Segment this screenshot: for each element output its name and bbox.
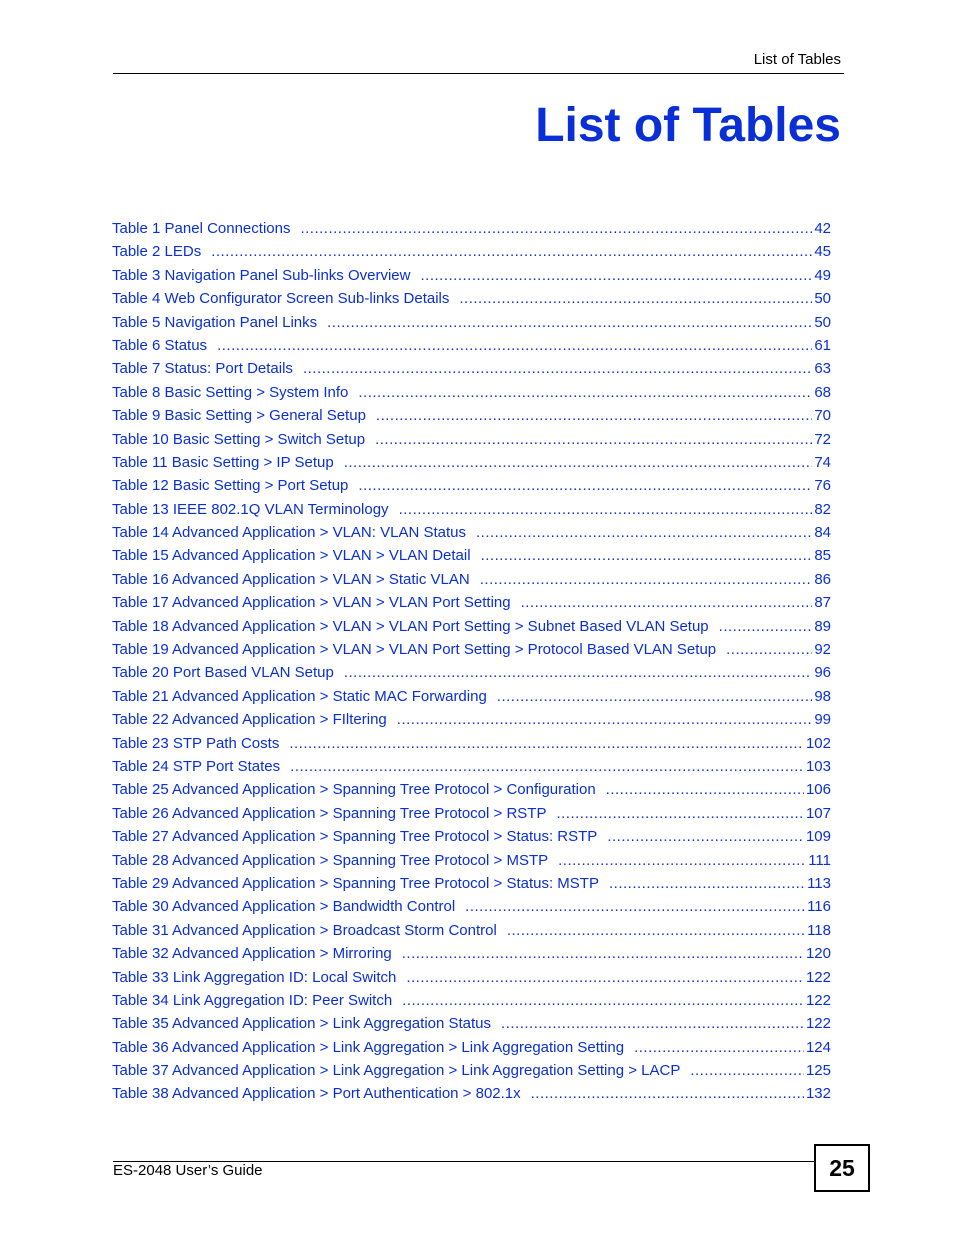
toc-entry-page[interactable]: 85 [814, 547, 831, 565]
toc-entry-page[interactable]: 89 [814, 617, 831, 635]
toc-leader-dots [465, 895, 805, 918]
toc-leader-dots [289, 732, 804, 755]
toc-entry[interactable] [112, 661, 831, 684]
toc-entry-label[interactable]: Table 4 Web Configurator Screen Sub-links Details [112, 290, 450, 308]
toc-entry-label[interactable]: Table 20 Port Based VLAN Setup [112, 664, 334, 682]
toc-leader-dots [376, 404, 812, 427]
toc-entry-label[interactable]: Table 2 LEDs [112, 243, 202, 261]
toc-leader-dots [459, 287, 812, 310]
guide-name: ES-2048 User’s Guide [113, 1162, 263, 1179]
toc-entry[interactable] [112, 568, 831, 591]
toc-entry-page[interactable]: 124 [805, 1038, 831, 1056]
toc-entry-page[interactable]: 74 [814, 453, 831, 471]
toc-leader-dots [719, 615, 813, 638]
toc-entry[interactable] [112, 708, 831, 731]
toc-entry-page[interactable]: 42 [814, 220, 831, 237]
toc-leader-dots [690, 1059, 804, 1082]
toc-entry-page[interactable]: 120 [805, 945, 831, 963]
toc-leader-dots [556, 802, 804, 825]
toc-entry-page[interactable]: 68 [814, 383, 831, 401]
toc-entry-page[interactable]: 45 [814, 243, 831, 261]
toc-leader-dots [358, 381, 812, 404]
toc-entry[interactable] [112, 919, 831, 942]
toc-entry[interactable] [112, 732, 831, 755]
toc-entry-page[interactable]: 111 [808, 851, 831, 869]
toc-leader-dots [375, 428, 812, 451]
toc-entry-label[interactable]: Table 13 IEEE 802.1Q VLAN Terminology [112, 500, 389, 518]
toc-entry-page[interactable]: 61 [814, 336, 831, 354]
toc-entry-label[interactable]: Table 16 Advanced Application > VLAN > Static VLAN [112, 570, 470, 588]
table-list [112, 217, 831, 1106]
toc-entry-page[interactable]: 50 [814, 313, 831, 331]
toc-leader-dots [402, 989, 804, 1012]
toc-entry-label[interactable]: Table 29 Advanced Application > Spanning Tree Protocol > Status: MSTP [112, 874, 599, 892]
toc-entry-label[interactable]: Table 18 Advanced Application > VLAN > VLAN Port Setting > Subnet Based VLAN Setup [112, 617, 709, 635]
toc-entry-page[interactable]: 122 [805, 1015, 831, 1033]
toc-entry-page[interactable]: 122 [805, 991, 831, 1009]
toc-entry[interactable] [112, 895, 831, 918]
toc-entry-page[interactable]: 122 [805, 968, 831, 986]
toc-leader-dots [531, 1082, 804, 1105]
toc-entry-page[interactable]: 50 [814, 290, 831, 308]
toc-entry-page[interactable]: 76 [814, 477, 831, 495]
toc-entry[interactable] [112, 451, 831, 474]
toc-entry-page[interactable]: 49 [814, 266, 831, 284]
toc-entry-label[interactable]: Table 1 Panel Connections [112, 220, 291, 237]
toc-entry[interactable] [112, 428, 831, 451]
toc-entry-page[interactable]: 87 [814, 594, 831, 612]
toc-leader-dots [558, 849, 806, 872]
toc-leader-dots [397, 708, 813, 731]
toc-entry-page[interactable]: 92 [814, 641, 831, 659]
toc-leader-dots [501, 1012, 804, 1035]
toc-entry-page[interactable]: 107 [805, 804, 831, 822]
page-number: 25 [814, 1144, 870, 1192]
toc-entry-page[interactable]: 109 [805, 828, 831, 846]
toc-entry-label[interactable]: Table 34 Link Aggregation ID: Peer Switch [112, 991, 393, 1009]
toc-entry[interactable] [112, 942, 831, 965]
toc-entry-page[interactable]: 96 [814, 664, 831, 682]
toc-entry[interactable] [112, 825, 831, 848]
toc-leader-dots [300, 217, 812, 240]
toc-entry-page[interactable]: 102 [805, 734, 831, 752]
toc-entry-page[interactable]: 99 [814, 711, 831, 729]
header-rule [113, 73, 844, 74]
toc-entry[interactable] [112, 872, 831, 895]
toc-entry[interactable] [112, 849, 831, 872]
toc-entry-page[interactable]: 113 [807, 874, 831, 892]
toc-entry[interactable] [112, 521, 831, 544]
toc-entry-label[interactable]: Table 19 Advanced Application > VLAN > VLAN Port Setting > Protocol Based VLAN Setup [112, 641, 717, 659]
toc-leader-dots [607, 825, 804, 848]
toc-entry-page[interactable]: 86 [814, 570, 831, 588]
toc-leader-dots [344, 661, 813, 684]
toc-entry[interactable] [112, 638, 831, 661]
toc-entry-label[interactable]: Table 37 Advanced Application > Link Aggregation > Link Aggregation Setting > LACP [112, 1062, 681, 1080]
toc-leader-dots [497, 685, 813, 708]
toc-entry-label[interactable]: Table 3 Navigation Panel Sub-links Overview [112, 266, 411, 284]
toc-entry[interactable] [112, 357, 831, 380]
toc-entry[interactable] [112, 778, 831, 801]
toc-entry-label[interactable]: Table 25 Advanced Application > Spanning Tree Protocol > Configuration [112, 781, 596, 799]
toc-entry[interactable] [112, 1059, 831, 1082]
toc-leader-dots [476, 521, 812, 544]
toc-entry[interactable] [112, 1036, 831, 1059]
toc-entry-label[interactable]: Table 24 STP Port States [112, 757, 281, 775]
toc-entry-page[interactable]: 106 [805, 781, 831, 799]
toc-entry[interactable] [112, 264, 831, 287]
toc-entry-page[interactable]: 132 [805, 1085, 831, 1103]
toc-entry[interactable] [112, 1082, 831, 1105]
toc-entry-label[interactable]: Table 30 Advanced Application > Bandwidth Control [112, 898, 456, 916]
toc-entry-label[interactable]: Table 12 Basic Setting > Port Setup [112, 477, 349, 495]
toc-leader-dots [211, 240, 812, 263]
toc-entry-page[interactable]: 125 [805, 1062, 831, 1080]
toc-entry[interactable] [112, 591, 831, 614]
toc-entry-label[interactable]: Table 6 Status [112, 336, 208, 354]
toc-leader-dots [399, 498, 813, 521]
toc-leader-dots [606, 778, 804, 801]
toc-leader-dots [344, 451, 813, 474]
toc-leader-dots [726, 638, 812, 661]
toc-entry-label[interactable]: Table 9 Basic Setting > General Setup [112, 407, 366, 425]
toc-entry-page[interactable]: 63 [814, 360, 831, 378]
toc-entry-label[interactable]: Table 32 Advanced Application > Mirroring [112, 945, 392, 963]
toc-entry[interactable] [112, 334, 831, 357]
toc-entry-page[interactable]: 70 [814, 407, 831, 425]
toc-entry[interactable] [112, 802, 831, 825]
toc-entry-label[interactable]: Table 17 Advanced Application > VLAN > VLAN Port Setting [112, 594, 511, 612]
toc-entry-label[interactable]: Table 5 Navigation Panel Links [112, 313, 318, 331]
running-header: List of Tables [753, 51, 841, 68]
toc-entry-label[interactable]: Table 21 Advanced Application > Static MAC Forwarding [112, 687, 487, 705]
toc-entry[interactable] [112, 217, 831, 240]
toc-entry-label[interactable]: Table 35 Advanced Application > Link Aggregation Status [112, 1015, 492, 1033]
toc-entry-label[interactable]: Table 31 Advanced Application > Broadcast Storm Control [112, 921, 497, 939]
toc-entry-page[interactable]: 72 [814, 430, 831, 448]
toc-entry-label[interactable]: Table 11 Basic Setting > IP Setup [112, 453, 334, 471]
toc-entry-label[interactable]: Table 38 Advanced Application > Port Authentication > 802.1x [112, 1085, 521, 1103]
toc-leader-dots [481, 544, 813, 567]
toc-entry-label[interactable]: Table 23 STP Path Costs [112, 734, 280, 752]
toc-entry-page[interactable]: 98 [814, 687, 831, 705]
toc-entry[interactable] [112, 287, 831, 310]
toc-entry[interactable] [112, 544, 831, 567]
toc-entry-page[interactable]: 84 [814, 524, 831, 542]
toc-entry[interactable] [112, 311, 831, 334]
toc-entry-label[interactable]: Table 28 Advanced Application > Spanning Tree Protocol > MSTP [112, 851, 549, 869]
toc-entry-label[interactable]: Table 33 Link Aggregation ID: Local Switch [112, 968, 397, 986]
toc-entry[interactable] [112, 404, 831, 427]
toc-entry[interactable] [112, 474, 831, 497]
toc-entry-label[interactable]: Table 15 Advanced Application > VLAN > VLAN Detail [112, 547, 471, 565]
toc-entry[interactable] [112, 615, 831, 638]
toc-leader-dots [358, 474, 812, 497]
toc-entry-page[interactable]: 118 [807, 921, 831, 939]
toc-leader-dots [406, 966, 804, 989]
toc-entry[interactable] [112, 989, 831, 1012]
toc-entry-label[interactable]: Table 22 Advanced Application > FIltering [112, 711, 387, 729]
toc-entry-page[interactable]: 82 [814, 500, 831, 518]
toc-entry[interactable] [112, 966, 831, 989]
toc-entry[interactable] [112, 755, 831, 778]
toc-entry[interactable] [112, 498, 831, 521]
toc-entry-label[interactable]: Table 27 Advanced Application > Spanning Tree Protocol > Status: RSTP [112, 828, 598, 846]
toc-leader-dots [402, 942, 804, 965]
toc-leader-dots [521, 591, 813, 614]
toc-entry-page[interactable]: 116 [807, 898, 831, 916]
page-title: List of Tables [535, 99, 841, 152]
toc-entry-label[interactable]: Table 26 Advanced Application > Spanning Tree Protocol > RSTP [112, 804, 547, 822]
toc-entry[interactable] [112, 1012, 831, 1035]
toc-entry-label[interactable]: Table 7 Status: Port Details [112, 360, 293, 378]
toc-leader-dots [609, 872, 805, 895]
toc-leader-dots [303, 357, 812, 380]
toc-leader-dots [327, 311, 812, 334]
toc-leader-dots [217, 334, 812, 357]
toc-entry-label[interactable]: Table 8 Basic Setting > System Info [112, 383, 349, 401]
toc-entry[interactable] [112, 381, 831, 404]
toc-entry-label[interactable]: Table 10 Basic Setting > Switch Setup [112, 430, 366, 448]
toc-entry-label[interactable]: Table 14 Advanced Application > VLAN: VLAN Status [112, 524, 466, 542]
toc-leader-dots [507, 919, 805, 942]
toc-leader-dots [480, 568, 813, 591]
toc-leader-dots [634, 1036, 804, 1059]
toc-leader-dots [290, 755, 804, 778]
toc-entry-label[interactable]: Table 36 Advanced Application > Link Aggregation > Link Aggregation Setting [112, 1038, 625, 1056]
toc-entry-page[interactable]: 103 [805, 757, 831, 775]
toc-leader-dots [420, 264, 812, 287]
toc-entry[interactable] [112, 240, 831, 263]
toc-entry[interactable] [112, 685, 831, 708]
